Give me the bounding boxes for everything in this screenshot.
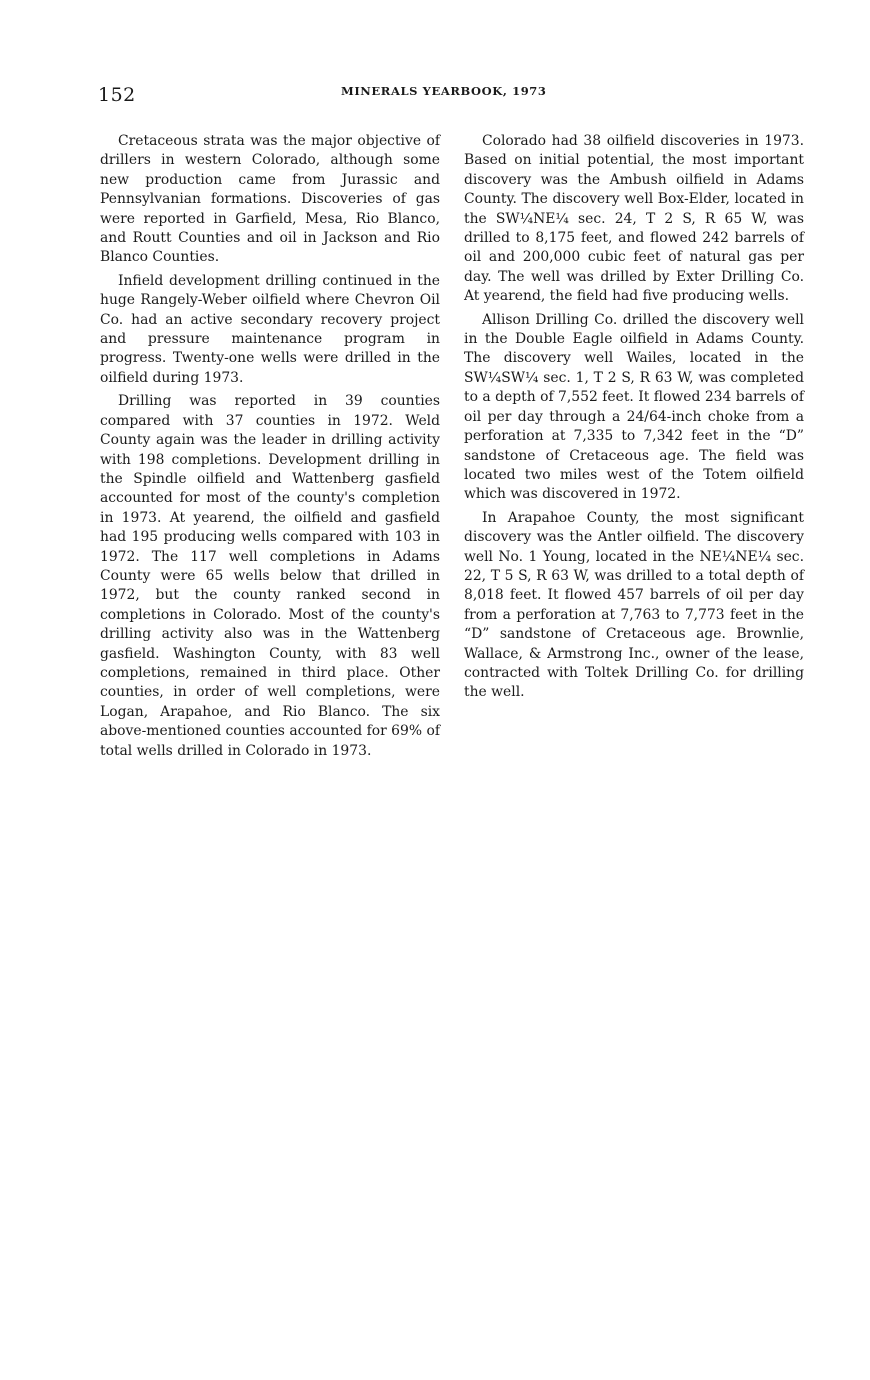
paragraph-infield-development: Infield development drilling continued in the huge Rangely-Weber oilfield where Chevron Oil Co. had an active secondary recovery project and pressure maintenance program in progress. Twenty-one wells were drilled in the oilfield during 1973. — [100, 272, 440, 386]
paragraph-double-eagle-discovery: Allison Drilling Co. drilled the discovery well in the Double Eagle oilfield in Adams County. The discovery well Wailes, located in the SW¼SW¼ sec. 1, T 2 S, R 63 W, was completed to a depth of 7,552 feet. It flowed 234 barrels of oil per day through a 24/64-inch choke from a perforation at 7,335 to 7,342 feet in the “D” sandstone of Cretaceous age. The field was located two miles west of the Totem oilfield which was discovered in 1972. — [464, 311, 804, 503]
left-column — [100, 132, 440, 765]
running-head: MINERALS YEARBOOK, 1973 — [341, 84, 547, 98]
paragraph-ambush-discovery: Colorado had 38 oilfield discoveries in 1973. Based on initial potential, the most important discovery was the Ambush oilfield in Adams County. The discovery well Box-Elder, located in the SW¼NE¼ sec. 24, T 2 S, R 65 W, was drilled to 8,175 feet, and flowed 242 barrels of oil and 200,000 cubic feet of natural gas per day. The well was drilled by Exter Drilling Co. At yearend, the field had five producing wells. — [464, 133, 804, 305]
paragraph-cretaceous-strata: Cretaceous strata was the major objective of drillers in western Colorado, although some new production came from Jurassic and Pennsylvanian formations. Discoveries of gas were reported in Garfield, Mesa, Rio Blanco, and Routt Counties and oil in Jackson and Rio Blanco Counties. — [100, 133, 440, 266]
paragraph-antler-discovery: In Arapahoe County, the most significant discovery was the Antler oilfield. The discovery well No. 1 Young, located in the NE¼NE¼ sec. 22, T 5 S, R 63 W, was drilled to a total depth of 8,018 feet. It flowed 457 barrels of oil per day from a perforation at 7,763 to 7,773 feet in the “D” sandstone of Cretaceous age. Brownlie, Wallace, & Armstrong Inc., owner of the lease, contracted with Toltek Drilling Co. for drilling the well. — [464, 509, 804, 701]
page-number: 152 — [98, 84, 136, 106]
right-column — [464, 132, 804, 707]
paragraph-drilling-counties: Drilling was reported in 39 counties compared with 37 counties in 1972. Weld County again was the leader in drilling activity with 198 completions. Development drilling in the Spindle oilfield and Wattenberg gasfield accounted for most of the county's completion in 1973. At yearend, the oilfield and gasfield had 195 producing wells compared with 103 in 1972. The 117 well completions in Adams County were 65 wells below that drilled in 1972, but the county ranked second in completions in Colorado. Most of the county's drilling activity also was in the Wattenberg gasfield. Washington County, with 83 well completions, remained in third place. Other counties, in order of well completions, were Logan, Arapahoe, and Rio Blanco. The six above-mentioned counties accounted for 69% of total wells drilled in Colorado in 1973. — [100, 393, 440, 759]
